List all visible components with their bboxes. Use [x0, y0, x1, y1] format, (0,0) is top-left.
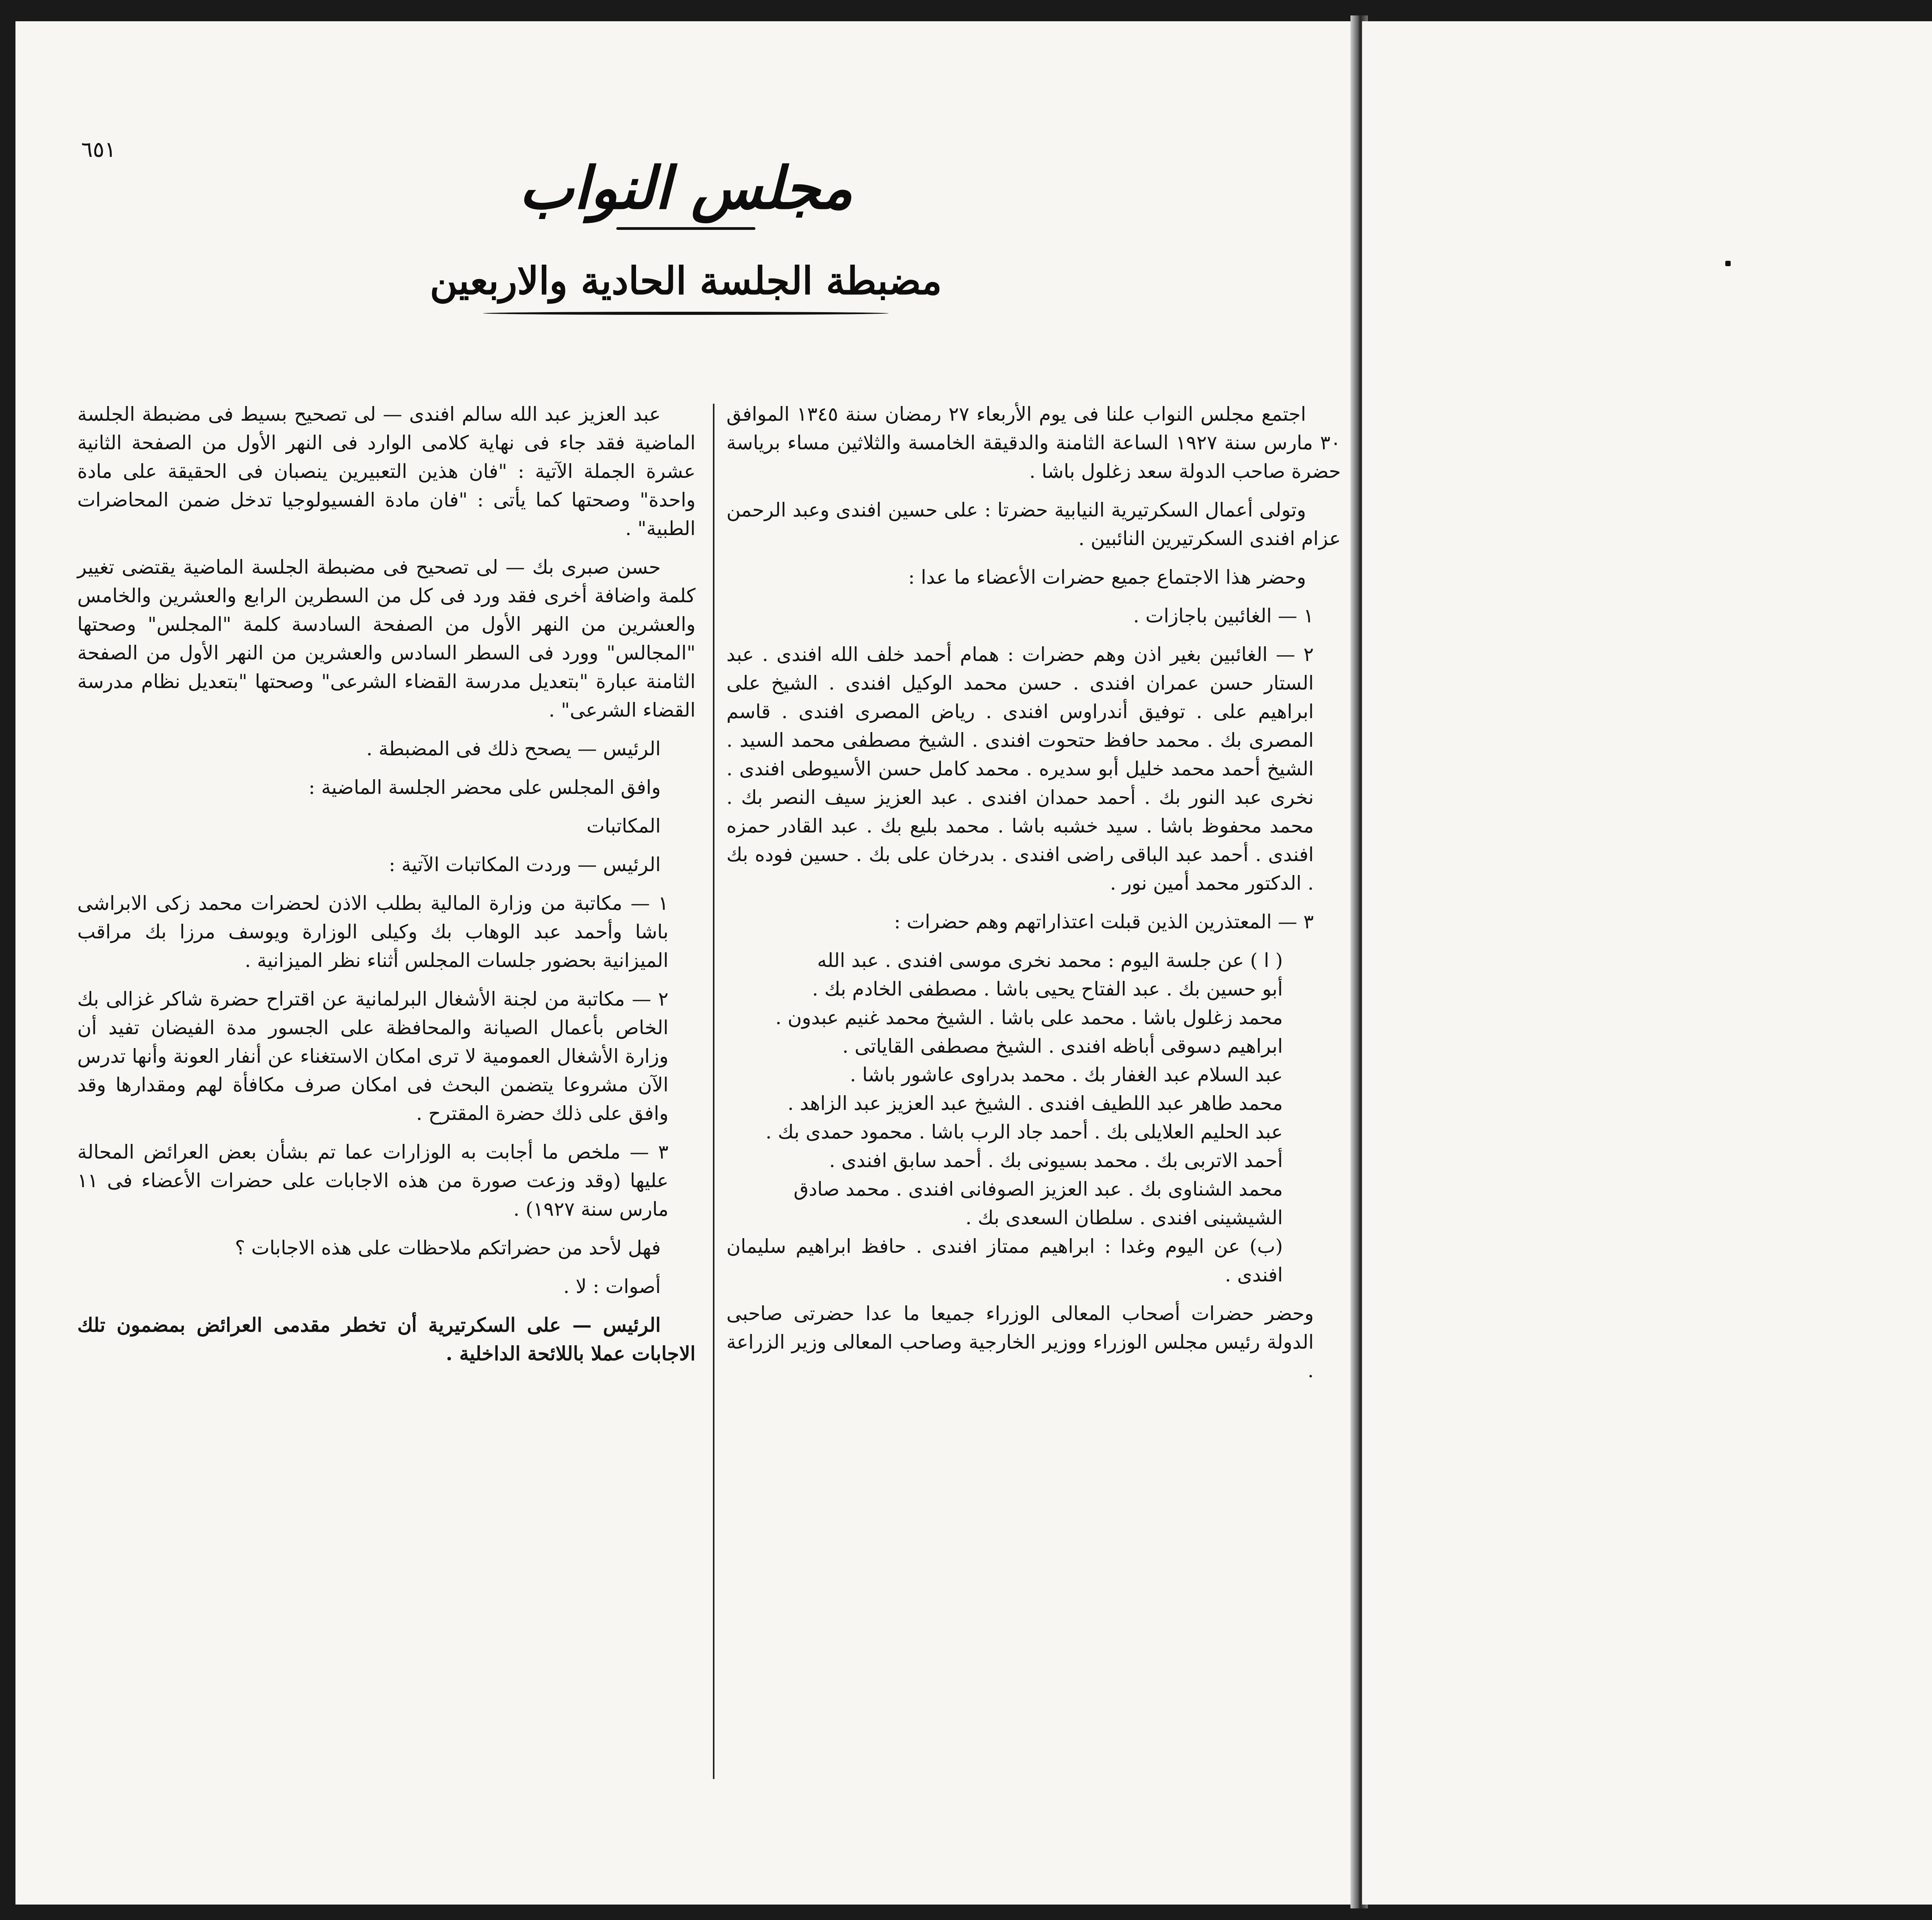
excused-list-line: محمد زغلول باشا . محمد على باشا . الشيخ محمد غنيم عبدون . — [775, 1006, 1283, 1029]
correction-paragraph: عبد العزيز عبد الله سالم افندى — لى تصحيح بسيط فى مضبطة الجلسة الماضية فقد جاء فى نهاية كلامى الوارد فى النهر الأول من الصفحة الثانية عشرة الجملة الآتية : "فان هذين التعبيرين ينصبان فى الحقيقة على مادة واحدة" وصحتها كما يأتى : "فان مادة الفسيولوجيا تدخل ضمن المحاضرات الطبية" . — [77, 403, 696, 540]
president-question: فهل لأحد من حضراتكم ملاحظات على هذه الاجابات ؟ — [235, 1237, 661, 1259]
approval-paragraph: وافق المجلس على محضر الجلسة الماضية : — [308, 776, 661, 799]
right-column — [726, 400, 1341, 1395]
excused-list-line: (ب) عن اليوم وغدا : ابراهيم ممتاز افندى . حافظ ابراهيم سليمان افندى . — [726, 1235, 1283, 1286]
president-statement: الرئيس — على السكرتيرية أن تخطر مقدمى العرائض بمضمون تلك الاجابات عملا باللائحة الداخلية . — [77, 1313, 696, 1365]
excused-list-line: ( ا ) عن جلسة اليوم : محمد نخرى موسى افندى . عبد الله — [817, 949, 1283, 972]
title-rule — [616, 227, 755, 230]
absent-without-leave: ٢ — الغائبين بغير اذن وهم حضرات : همام أحمد خلف الله افندى . عبد الستار حسن عمران افندى . حسن محمد الوكيل افندى . الشيخ على ابراهيم على . توفيق أندراوس افندى . رياض المصرى افندى . قاسم المصرى بك . محمد حافظ حتحوت افندى . الشيخ مصطفى محمد السيد . الشيخ أحمد محمد خليل أبو سديره . محمد كامل حسن الأسيوطى افندى . نخرى عبد النور بك . أحمد حمدان افندى . عبد العزيز سيف النصر بك . محمد محفوظ باشا . سيد خشبه باشا . محمد بليع بك . عبد القادر حمزه افندى . أحمد عبد الباقى راضى افندى . بدرخان على بك . حسين فوده بك . الدكتور محمد أمين نور . — [726, 643, 1314, 894]
session-rule — [483, 312, 889, 315]
excused-list-line: أبو حسين بك . عبد الفتاح يحيى باشا . مصطفى الخادم بك . — [812, 978, 1283, 1000]
president-statement: الرئيس — وردت المكاتبات الآتية : — [389, 853, 661, 876]
correspondence-item: ٣ — ملخص ما أجابت به الوزارات عما تم بشأن بعض العرائض المحالة عليها (وقد وزعت صورة من هذه الاجابات على حضرات الأعضاء فى ١١ مارس سنة ١٩٢٧) . — [77, 1141, 668, 1220]
correspondence-item: ٢ — مكاتبة من لجنة الأشغال البرلمانية عن اقتراح حضرة شاكر غزالى بك الخاص بأعمال الصيانة والمحافظة على الجسور مدة الفيضان تفيد أن وزارة الأشغال العمومية لا ترى امكان الاستغناء عن أنفار العونة وأنها تدرس الآن مشروعا يتضمن البحث فى امكان صرف مكافأة لهم ومقدارها وقد وافق على ذلك حضرة المقترح . — [77, 988, 668, 1125]
excused-list-line: محمد طاهر عبد اللطيف افندى . الشيخ عبد العزيز عبد الزاهد . — [787, 1092, 1283, 1115]
column-divider — [713, 404, 714, 1779]
excused-list-line: أحمد الاتربى بك . محمد بسيونى بك . أحمد سابق افندى . — [829, 1149, 1283, 1172]
excused-list-line: عبد الحليم العلايلى بك . أحمد جاد الرب باشا . محمود حمدى بك . — [765, 1121, 1283, 1143]
excused-list-line: عبد السلام عبد الغفار بك . محمد بدراوى عاشور باشا . — [850, 1064, 1283, 1086]
voices-reply: أصوات : لا . — [563, 1275, 661, 1298]
absent-with-leave: ١ — الغائبين باجازات . — [1133, 605, 1314, 627]
excused-list-line: ابراهيم دسوقى أباظه افندى . الشيخ مصطفى القاياتى . — [842, 1035, 1283, 1057]
opening-paragraph: اجتمع مجلس النواب علنا فى يوم الأربعاء ٢٧ رمضان سنة ١٣٤٥ الموافق ٣٠ مارس سنة ١٩٢٧ الساعة الثامنة والدقيقة الخامسة والثلاثين مساء برياسة حضرة صاحب الدولة سعد زغلول باشا . — [726, 403, 1341, 483]
scan-speck — [1725, 261, 1731, 266]
section-heading-correspondence: المكاتبات — [586, 815, 661, 837]
excused-list-line: الشيشينى افندى . سلطان السعدى بك . — [965, 1206, 1283, 1229]
attendance-paragraph: وحضر هذا الاجتماع جميع حضرات الأعضاء ما عدا : — [908, 566, 1306, 588]
page-number: ٦٥١ — [81, 137, 116, 162]
session-title: مضبطة الجلسة الحادية والاربعين — [430, 259, 942, 303]
excused-list-line: محمد الشناوى بك . عبد العزيز الصوفانى افندى . محمد صادق — [793, 1178, 1283, 1200]
excused-heading: ٣ — المعتذرين الذين قبلت اعتذاراتهم وهم حضرات : — [894, 911, 1314, 933]
left-column — [77, 400, 696, 1378]
correction-paragraph: حسن صبرى بك — لى تصحيح فى مضبطة الجلسة الماضية يقتضى تغيير كلمة واضافة أخرى فقد ورد فى كل من السطرين الرابع والعشرين والخامس والعشرين من النهر الأول من الصفحة السادسة كلمة "المجلس" وصحتها "المجالس" وورد فى السطر السادس والعشرين من النهر الأول من الصفحة الثامنة عبارة "بتعديل مدرسة القضاء الشرعى" وصحتها "بتعديل نظام مدرسة القضاء الشرعى" . — [77, 556, 696, 721]
masthead — [15, 156, 1356, 315]
secretaries-paragraph: وتولى أعمال السكرتيرية النيابية حضرتا : على حسين افندى وعبد الرحمن عزام افندى السكرتيرين النائبين . — [726, 499, 1341, 550]
correspondence-item: ١ — مكاتبة من وزارة المالية بطلب الاذن لحضرات محمد زكى الابراشى باشا وأحمد عبد الوهاب بك وكيلى الوزارة ويوسف مرزا بك مراقب الميزانية بحضور جلسات المجلس أثناء نظر الميزانية . — [77, 892, 668, 972]
text-page — [15, 21, 1356, 1905]
chamber-title: مجلس النواب — [519, 154, 853, 222]
blank-page — [1362, 21, 1932, 1905]
excused-today-tomorrow: وحضر حضرات أصحاب المعالى الوزراء جميعا ما عدا حضرتى صاحبى الدولة رئيس مجلس الوزراء ووزير الخارجية وصاحب المعالى وزير الزراعة . — [726, 1302, 1314, 1382]
president-statement: الرئيس — يصحح ذلك فى المضبطة . — [366, 737, 661, 760]
